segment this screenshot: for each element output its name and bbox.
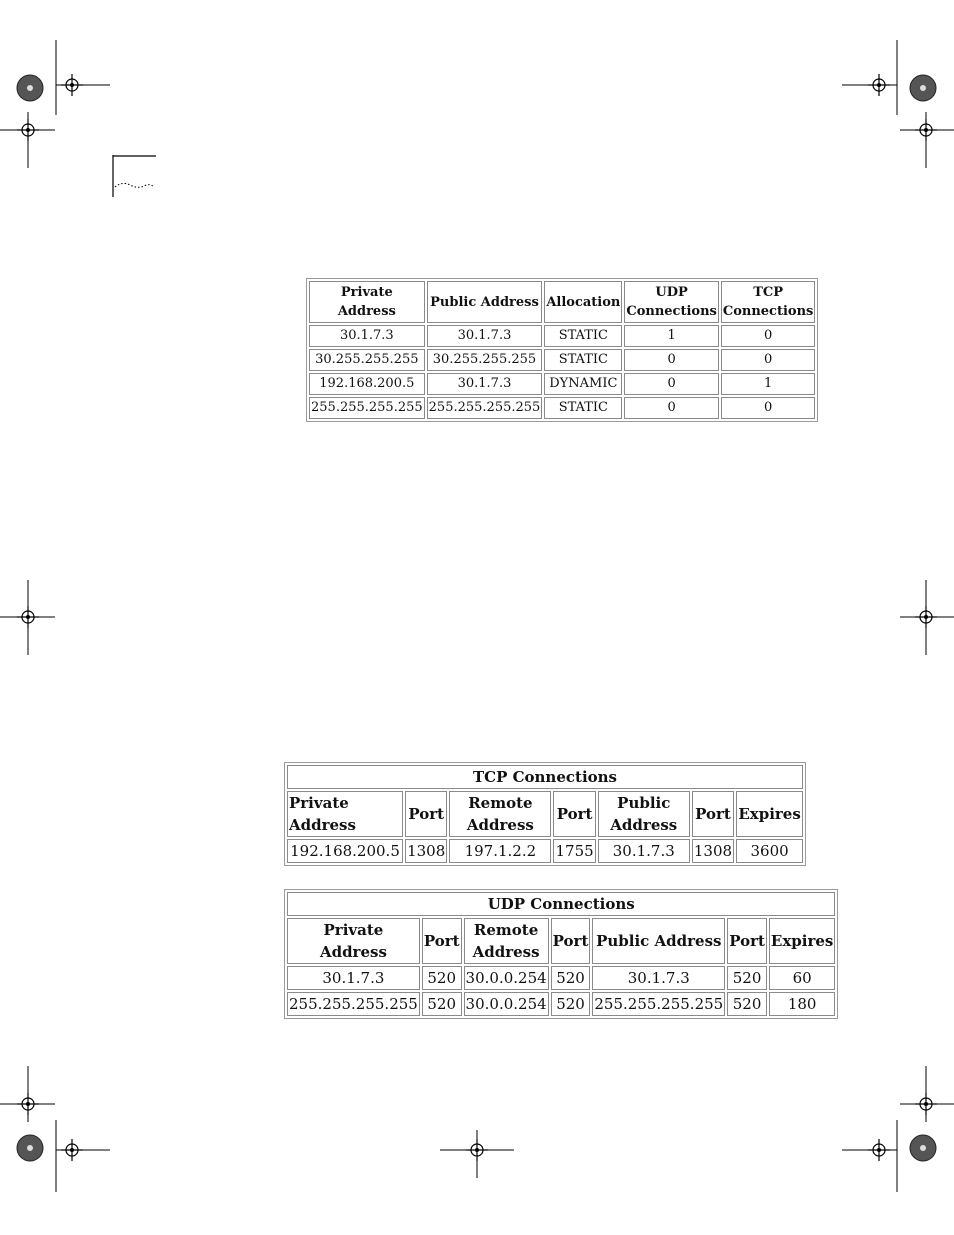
table-cell: 1308 <box>405 839 447 863</box>
table-cell: 520 <box>422 992 462 1016</box>
udp-connections-table <box>284 889 838 1019</box>
table-row <box>287 992 835 1016</box>
table-title: UDP Connections <box>287 892 835 916</box>
table-cell: 255.255.255.255 <box>287 992 420 1016</box>
column-header: Port <box>405 791 447 837</box>
tcp-connections-table <box>284 762 806 866</box>
page-corner-decoration <box>112 155 156 197</box>
table-cell: 1 <box>624 325 718 347</box>
column-header: Port <box>422 918 462 964</box>
column-header: Expires <box>736 791 803 837</box>
table-cell: STATIC <box>544 349 622 371</box>
table-cell: 30.0.0.254 <box>464 966 549 990</box>
table-cell: 30.1.7.3 <box>598 839 690 863</box>
tcp-table-header-row <box>287 791 803 837</box>
table-cell: 255.255.255.255 <box>427 397 543 419</box>
table-cell: 520 <box>551 966 591 990</box>
table-cell: 30.1.7.3 <box>287 966 420 990</box>
column-header: Port <box>727 918 767 964</box>
column-header: Private Address <box>287 791 403 837</box>
table-cell: 197.1.2.2 <box>449 839 551 863</box>
table-cell: 180 <box>769 992 835 1016</box>
table-cell: 30.1.7.3 <box>427 373 543 395</box>
table-cell: 30.1.7.3 <box>427 325 543 347</box>
column-header: Public Address <box>427 281 543 323</box>
table-cell: 30.1.7.3 <box>309 325 425 347</box>
column-header: Public Address <box>592 918 725 964</box>
column-header: Remote Address <box>464 918 549 964</box>
column-header: Port <box>553 791 595 837</box>
table-cell: 0 <box>721 397 816 419</box>
table-cell: 3600 <box>736 839 803 863</box>
table-cell: 520 <box>551 992 591 1016</box>
table-row <box>287 966 835 990</box>
table-cell: 192.168.200.5 <box>309 373 425 395</box>
table-title: TCP Connections <box>287 765 803 789</box>
table-row <box>287 839 803 863</box>
column-header: Port <box>692 791 734 837</box>
table-row <box>309 397 815 419</box>
table-cell: 1308 <box>692 839 734 863</box>
table-cell: 30.1.7.3 <box>592 966 725 990</box>
table-cell: 60 <box>769 966 835 990</box>
table-cell: 520 <box>727 992 767 1016</box>
table-caption-row <box>287 892 835 916</box>
table-cell: 255.255.255.255 <box>309 397 425 419</box>
column-header: Port <box>551 918 591 964</box>
table-cell: 255.255.255.255 <box>592 992 725 1016</box>
table-cell: 520 <box>727 966 767 990</box>
table-cell: 30.255.255.255 <box>309 349 425 371</box>
table-row <box>309 325 815 347</box>
column-header: UDP Connections <box>624 281 718 323</box>
column-header: Remote Address <box>449 791 551 837</box>
table-cell: 192.168.200.5 <box>287 839 403 863</box>
table-cell: 1755 <box>553 839 595 863</box>
column-header: Public Address <box>598 791 690 837</box>
table-cell: STATIC <box>544 325 622 347</box>
table-cell: 30.0.0.254 <box>464 992 549 1016</box>
table-cell: 1 <box>721 373 816 395</box>
table-row <box>309 349 815 371</box>
table-cell: 0 <box>721 349 816 371</box>
column-header: Private Address <box>287 918 420 964</box>
table-cell: 0 <box>721 325 816 347</box>
table-row <box>309 373 815 395</box>
table-cell: 520 <box>422 966 462 990</box>
table-cell: 0 <box>624 397 718 419</box>
udp-table-header-row <box>287 918 835 964</box>
nat-table-header-row <box>309 281 815 323</box>
column-header: Allocation <box>544 281 622 323</box>
table-cell: STATIC <box>544 397 622 419</box>
table-caption-row <box>287 765 803 789</box>
nat-address-table <box>306 278 818 422</box>
table-cell: 0 <box>624 373 718 395</box>
table-cell: DYNAMIC <box>544 373 622 395</box>
column-header: Private Address <box>309 281 425 323</box>
column-header: Expires <box>769 918 835 964</box>
table-cell: 0 <box>624 349 718 371</box>
table-cell: 30.255.255.255 <box>427 349 543 371</box>
column-header: TCP Connections <box>721 281 816 323</box>
